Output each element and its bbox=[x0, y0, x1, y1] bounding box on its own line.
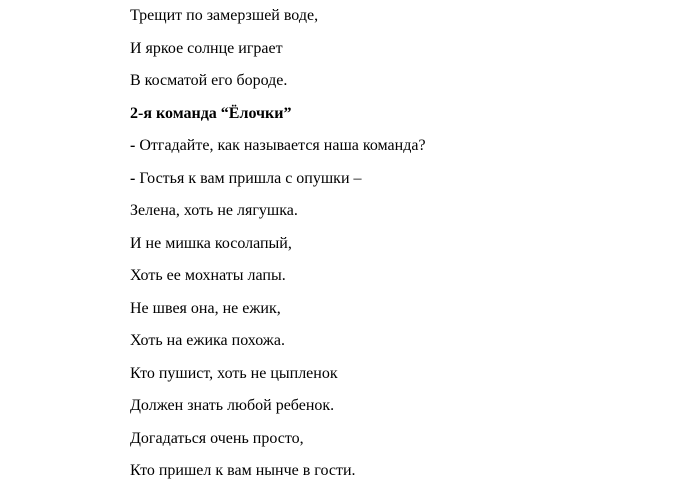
poem-line bbox=[130, 201, 690, 234]
poem-line bbox=[130, 6, 690, 39]
poem-line bbox=[130, 266, 690, 299]
poem-line bbox=[130, 299, 690, 332]
line-text: Кто пушист, хоть не цыпленок bbox=[130, 364, 338, 382]
line-text: Не швея она, не ежик, bbox=[130, 299, 281, 317]
poem-line bbox=[130, 331, 690, 364]
line-text: Догадаться очень просто, bbox=[130, 429, 304, 447]
line-text: Трещит по замерзшей воде, bbox=[130, 7, 319, 24]
poem-line bbox=[130, 39, 690, 72]
line-text: Должен знать любой ребенок. bbox=[130, 397, 335, 414]
line-text: Гостья к вам пришла с опушки – bbox=[135, 169, 362, 187]
document-page bbox=[130, 6, 690, 494]
line-text: Хоть на ежика похожа. bbox=[130, 332, 285, 349]
poem-line bbox=[130, 396, 690, 429]
poem-line bbox=[130, 429, 690, 462]
line-text: И не мишка косолапый, bbox=[130, 234, 292, 252]
line-text: Отгадайте, как называется наша команда? bbox=[135, 137, 426, 154]
dash-marker: - bbox=[130, 169, 136, 187]
poem-line bbox=[130, 71, 690, 104]
line-text: Хоть ее мохнаты лапы. bbox=[130, 267, 286, 284]
poem-line bbox=[130, 364, 690, 397]
line-text: В косматой его бороде. bbox=[130, 72, 288, 89]
dash-marker: - bbox=[130, 137, 136, 154]
dialogue-line bbox=[130, 136, 690, 169]
line-text: И яркое солнце играет bbox=[130, 39, 283, 57]
dialogue-line bbox=[130, 169, 690, 202]
heading-text: 2-я команда “Ёлочки” bbox=[130, 104, 292, 122]
poem-line bbox=[130, 461, 690, 494]
team-heading bbox=[130, 104, 690, 137]
line-text: Кто пришел к вам нынче в гости. bbox=[130, 462, 356, 479]
line-text: Зелена, хоть не лягушка. bbox=[130, 202, 298, 219]
poem-line bbox=[130, 234, 690, 267]
